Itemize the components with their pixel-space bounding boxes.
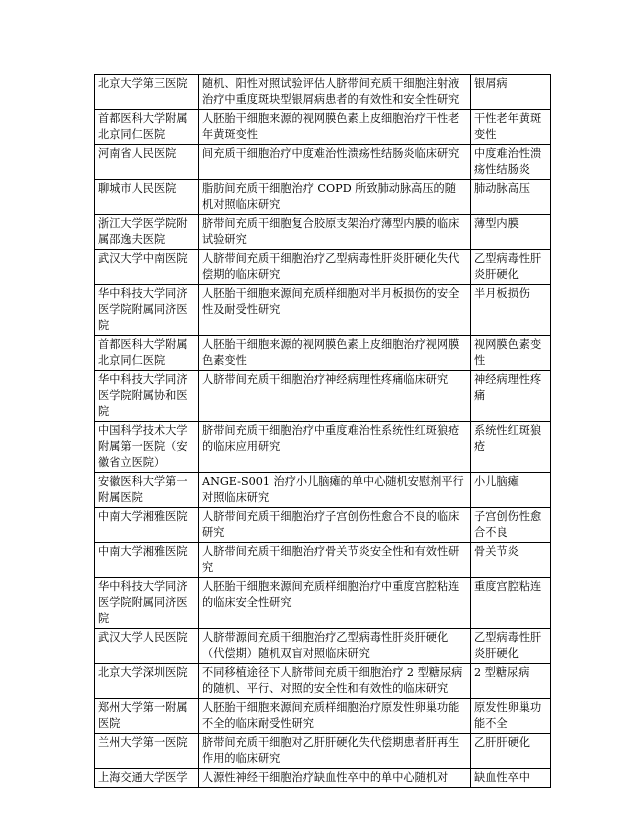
hospital-cell: 武汉大学中南医院 (95, 250, 199, 285)
hospital-cell: 浙江大学医学院附属邵逸夫医院 (95, 215, 199, 250)
study-title-cell: 人脐带间充质干细胞治疗子宫创伤性愈合不良的临床研究 (199, 508, 471, 543)
study-title-cell: 脐带间充质干细胞对乙肝肝硬化失代偿期患者肝再生作用的临床研究 (199, 734, 471, 769)
study-title-cell: 人脐带源间充质干细胞治疗乙型病毒性肝炎肝硬化（代偿期）随机双盲对照临床研究 (199, 629, 471, 664)
hospital-cell: 中南大学湘雅医院 (95, 508, 199, 543)
study-title-cell: 间充质干细胞治疗中度难治性溃疡性结肠炎临床研究 (199, 145, 471, 180)
hospital-cell: 兰州大学第一医院 (95, 734, 199, 769)
table-row (95, 285, 551, 336)
table-row (95, 664, 551, 699)
study-title-cell: 人胚胎干细胞来源的视网膜色素上皮细胞治疗干性老年黄斑变性 (199, 110, 471, 145)
study-title-cell: 人源性神经干细胞治疗缺血性卒中的单中心随机对 (199, 769, 471, 788)
hospital-cell: 中国科学技术大学附属第一医院（安徽省立医院） (95, 422, 199, 473)
disease-cell: 肺动脉高压 (471, 180, 551, 215)
study-title-cell: 人胚胎干细胞来源间充质样细胞治疗中重度宫腔粘连的临床安全性研究 (199, 578, 471, 629)
hospital-cell: 安徽医科大学第一附属医院 (95, 473, 199, 508)
table-row (95, 145, 551, 180)
disease-cell: 原发性卵巢功能不全 (471, 699, 551, 734)
study-title-cell: 人脐带间充质干细胞治疗乙型病毒性肝炎肝硬化失代偿期的临床研究 (199, 250, 471, 285)
study-title-cell: 脐带间充质干细胞复合胶原支架治疗薄型内膜的临床试验研究 (199, 215, 471, 250)
table-row (95, 180, 551, 215)
disease-cell: 小儿脑瘫 (471, 473, 551, 508)
disease-cell: 银屑病 (471, 75, 551, 110)
disease-cell: 系统性红斑狼疮 (471, 422, 551, 473)
table-row (95, 473, 551, 508)
disease-cell: 缺血性卒中 (471, 769, 551, 788)
clinical-trials-table (94, 74, 551, 788)
study-title-cell: ANGE-S001 治疗小儿脑瘫的单中心随机安慰剂平行对照临床研究 (199, 473, 471, 508)
study-title-cell: 随机、阳性对照试验评估人脐带间充质干细胞注射液治疗中重度斑块型银屑病患者的有效性和安全性研究 (199, 75, 471, 110)
disease-cell: 子宫创伤性愈合不良 (471, 508, 551, 543)
table-row (95, 629, 551, 664)
study-title-cell: 人胚胎干细胞来源的视网膜色素上皮细胞治疗视网膜色素变性 (199, 336, 471, 371)
disease-cell: 薄型内膜 (471, 215, 551, 250)
hospital-cell: 首都医科大学附属北京同仁医院 (95, 110, 199, 145)
table-row (95, 769, 551, 788)
hospital-cell: 华中科技大学同济医学院附属同济医院 (95, 285, 199, 336)
hospital-cell: 首都医科大学附属北京同仁医院 (95, 336, 199, 371)
table-row (95, 699, 551, 734)
table-row (95, 578, 551, 629)
study-title-cell: 脂肪间充质干细胞治疗 COPD 所致肺动脉高压的随机对照临床研究 (199, 180, 471, 215)
hospital-cell: 华中科技大学同济医学院附属协和医院 (95, 371, 199, 422)
table-row (95, 371, 551, 422)
disease-cell: 中度难治性溃疡性结肠炎 (471, 145, 551, 180)
study-title-cell: 脐带间充质干细胞治疗中重度难治性系统性红斑狼疮的临床应用研究 (199, 422, 471, 473)
table-row (95, 422, 551, 473)
table-row (95, 75, 551, 110)
study-title-cell: 人脐带间充质干细胞治疗骨关节炎安全性和有效性研究 (199, 543, 471, 578)
study-title-cell: 不同移植途径下人脐带间充质干细胞治疗 2 型糖尿病的随机、平行、对照的安全性和有效性的临床研究 (199, 664, 471, 699)
table-row (95, 336, 551, 371)
hospital-cell: 北京大学第三医院 (95, 75, 199, 110)
disease-cell: 半月板损伤 (471, 285, 551, 336)
disease-cell: 骨关节炎 (471, 543, 551, 578)
disease-cell: 重度宫腔粘连 (471, 578, 551, 629)
table-row (95, 215, 551, 250)
table-row (95, 543, 551, 578)
disease-cell: 干性老年黄斑变性 (471, 110, 551, 145)
hospital-cell: 北京大学深圳医院 (95, 664, 199, 699)
disease-cell: 乙型病毒性肝炎肝硬化 (471, 629, 551, 664)
study-title-cell: 人脐带间充质干细胞治疗神经病理性疼痛临床研究 (199, 371, 471, 422)
table-row (95, 508, 551, 543)
hospital-cell: 中南大学湘雅医院 (95, 543, 199, 578)
disease-cell: 视网膜色素变性 (471, 336, 551, 371)
table-row (95, 110, 551, 145)
hospital-cell: 华中科技大学同济医学院附属同济医院 (95, 578, 199, 629)
hospital-cell: 上海交通大学医学 (95, 769, 199, 788)
table-row (95, 250, 551, 285)
table-body (95, 75, 551, 788)
hospital-cell: 武汉大学人民医院 (95, 629, 199, 664)
disease-cell: 神经病理性疼痛 (471, 371, 551, 422)
disease-cell: 乙型病毒性肝炎肝硬化 (471, 250, 551, 285)
table-row (95, 734, 551, 769)
hospital-cell: 河南省人民医院 (95, 145, 199, 180)
study-title-cell: 人胚胎干细胞来源间充质样细胞治疗原发性卵巢功能不全的临床耐受性研究 (199, 699, 471, 734)
disease-cell: 2 型糖尿病 (471, 664, 551, 699)
hospital-cell: 聊城市人民医院 (95, 180, 199, 215)
hospital-cell: 郑州大学第一附属医院 (95, 699, 199, 734)
study-title-cell: 人胚胎干细胞来源间充质样细胞对半月板损伤的安全性及耐受性研究 (199, 285, 471, 336)
disease-cell: 乙肝肝硬化 (471, 734, 551, 769)
